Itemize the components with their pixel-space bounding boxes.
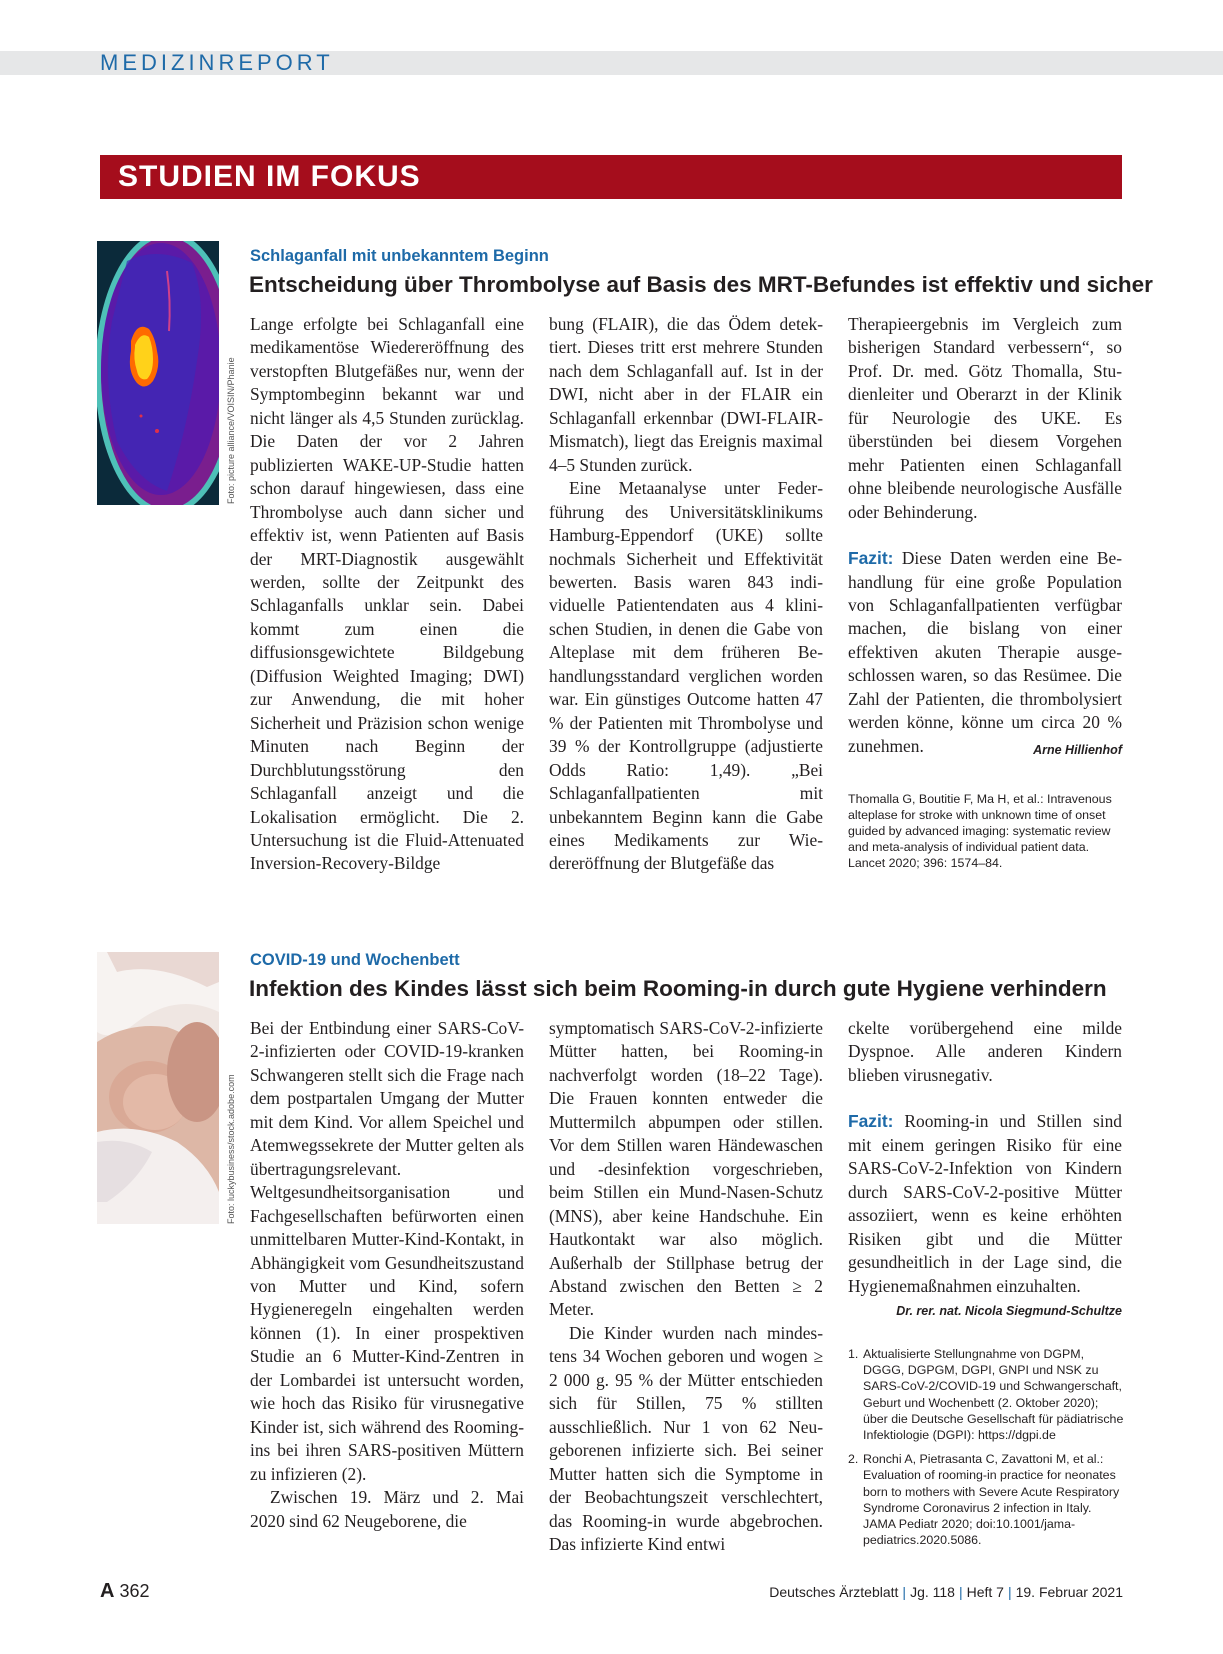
reference-item [848,1346,1126,1443]
page-prefix: A [100,1580,115,1602]
paragraph: ckelte vorübergehend eine milde Dyspnoe. Alle anderen Kindern blieben virusnegativ. [848,1018,1122,1085]
divider: | [958,1584,963,1600]
divider: | [902,1584,907,1600]
page-number [100,1580,150,1602]
divider: | [1007,1584,1012,1600]
article-column [549,313,823,876]
section-label: MEDIZINREPORT [100,50,334,75]
paragraph: Lange erfolgte bei Schlaganfall eine medikamentöse Wiedereröffnung des verstopften Blutgefäßes nur, wenn der Symptombeginn bekannt war und nicht länger als 4,5 Stunden zurücklag. Die Daten der vor 2 Jahren publizierten WAKE-UP-Studie hatten schon darauf hingewiesen, dass eine Thrombolyse auch dann sicher und effektiv ist, wenn Patienten auf Basis der MRT-Diagnostik ausgewählt werden, sollte der Zeitpunkt des Schlaganfalls unklar sein. Dabei kommt zum einen die diffusionsgewichtete Bildgebung (Diffusion Weighted Imaging; DWI) zur Anwendung, die mit hoher Sicherheit und Präzision schon wenige Minuten nach Beginn der Durchblutungsstörung den Schlaganfall anzeigt und die Lokalisation ermöglicht. Die 2. Untersuchung ist die Fluid-Attenuated Inversion-Recovery-Bildge [250,314,524,874]
reference-text: Ronchi A, Pietrasanta C, Zavattoni M, et al.: Evaluation of rooming-in practice for neonates born to mothers with Severe Acute Respiratory Syndrome Coronavirus 2 infection in Italy. JAMA Pediatr 2020; doi:10.1001/jamapediatrics.2020.5086. [863,1452,1120,1548]
journal-volume: Jg. 118 [910,1584,955,1600]
mri-brain-image [97,241,219,505]
reference: Thomalla G, Boutitie F, Ma H, et al.: Intravenous alteplase for stroke with unknown time of onset guided by advanced imaging: systematic review and meta-analysis of individual patient data. Lancet 2020; 396: 1574–84. [848,792,1112,870]
photo-credit: Foto: picture alliance/VOISIN/Phanie [226,357,236,504]
article-headline: Infektion des Kindes lässt sich beim Rooming-in durch gute Hygiene verhindern [249,976,1107,1001]
photo-credit: Foto: luckybusiness/stock.adobe.com [226,1074,236,1224]
article-column [250,1017,524,1533]
journal-issue: Heft 7 [966,1584,1004,1600]
paragraph: Die Kinder wurden nach mindestens 34 Wochen geboren und wogen ≥ 2 000 g. 95 % der Mütter entschieden sich für Stillen, 75 % stillten ausschließlich. Nur 1 von 62 Neugeborenen infizierte sich. Bei seiner Mutter hatten sich die Symptome in der Beobachtungszeit verschlechtert, das Rooming-in wurde abgebrochen. Das infizierte Kind entwi [549,1322,823,1554]
paragraph: Therapieergebnis im Vergleich zum bisherigen Standard verbessern“, so Prof. Dr. med. Götz Thomalla, Studienleiter und Oberarzt in der Klinik für Neurologie des UKE. Es überstünden bei diesem Vorgehen mehr Patienten einen Schlaganfall ohne bleibende neurologische Ausfälle oder Behinderung. [848,314,1122,522]
fazit-label: Fazit: [848,1111,894,1132]
journal-info [769,1583,1123,1601]
article-kicker: Schlaganfall mit unbekanntem Beginn [250,247,549,265]
article-kicker: COVID-19 und Wochenbett [250,951,460,969]
journal-date: 19. Februar 2021 [1015,1584,1123,1600]
article-column [848,313,1122,762]
fazit-paragraph [848,547,1122,758]
breastfeeding-photo [97,952,219,1224]
page-number-value: 362 [119,1581,150,1601]
fazit-paragraph [848,1110,1122,1298]
paragraph: Zwischen 19. März und 2. Mai 2020 sind 62 Neugeborene, die [250,1487,524,1531]
paragraph: Eine Metaanalyse unter Federführung des Universitätsklinikums Hamburg-Eppendorf (UKE) sollte nochmals Sicherheit und Effektivität bewerten. Basis waren 843 individuelle Patientendaten aus 4 klinischen Studien, in denen die Gabe von Alteplase mit dem früheren Behandlungsstandard verglichen worden war. Ein günstiges Outcome hatten 47 % der Patienten mit Thrombolyse und 39 % der Kontrollgruppe (adjustierte Odds Ratio: 1,49). „Bei Schlaganfallpatienten mit unbekanntem Beginn kann die Gabe eines Medikaments zur Wiedereröffnung der Blutgefäße das [549,478,823,874]
author: Dr. rer. nat. Nicola Siegmund-Schultze [896,1303,1122,1318]
article-headline: Entscheidung über Thrombolyse auf Basis des MRT-Befundes ist effektiv und sicher [249,272,1153,297]
author: Arne Hillienhof [1033,742,1122,757]
journal-name: Deutsches Ärzteblatt [769,1584,899,1600]
reference-number: 2. [848,1452,859,1467]
article-column [848,1017,1122,1323]
fazit-text: Rooming-in und Stillen sind mit einem geringen Risiko für eine SARS-CoV-2-Infektion von Kindern durch SARS-CoV-2-positive Mütter assoziiert, wenn es keine erhöhten Risiken gibt und die Mütter gesundheitlich in der Lage sind, die Hygienemaßnahmen einzuhalten. [848,1111,1122,1296]
fazit-label: Fazit: [848,548,894,569]
paragraph: Bei der Entbindung einer SARS-CoV-2-infizierten oder COVID-19-kranken Schwangeren stellt sich die Frage nach dem postpartalen Umgang der Mutter mit dem Kind. Vor allem Speichel und Atemwegssekrete der Mutter gelten als übertragungsrelevant. Weltgesundheitsorganisation und Fachgesellschaften befürworten einen unmittelbaren Mutter-Kind-Kontakt, in Abhängigkeit vom Gesundheitszustand von Mutter und Kind, sofern Hygieneregeln eingehalten werden können (1). In einer prospektiven Studie an 6 Mutter-Kind-Zentren in der Lombardei ist untersucht worden, wie hoch das Risiko für virusnegative Kinder ist, sich während des Rooming-ins bei ihren SARS-positiven Müttern zu infizieren (2). [250,1018,524,1484]
reference-list [848,1346,1126,1556]
paragraph: symptomatisch SARS-CoV-2-infizierte Mütter hatten, bei Rooming-in nachverfolgt worden (18–22 Tage). Die Frauen konnten entweder die Muttermilch abpumpen oder stillen. Vor dem Stillen waren Händewaschen und -desinfektion vorgeschrieben, beim Stillen ein Mund-Nasen-Schutz (MNS), aber keine Handschuhe. Ein Hautkontakt war also möglich. Außerhalb der Stillphase betrug der Abstand zwischen den Betten ≥ 2 Meter. [549,1018,823,1320]
section-banner [100,155,1122,199]
fazit-text: Diese Daten werden eine Behandlung für eine große Population von Schlaganfallpatienten verfügbar machen, die bislang von einer effektiven akuten Therapie ausgeschlossen waren, so das Resümee. Die Zahl der Patienten, die thrombolysiert werden könne, könne um circa 20 % zunehmen. [848,548,1122,756]
reference-number: 1. [848,1347,859,1361]
reference-text: Aktualisierte Stellungnahme von DGPM, DGGG, DGPGM, DGPI, GNPI und NSK zu SARS-CoV-2/COVID-19 und Schwangerschaft, Geburt und Wochenbett (2. Oktober 2020); über die Deutsche Gesellschaft für pädiatrische Infektiologie (DGPI): https://dgpi.de [863,1347,1124,1443]
section-banner-title: STUDIEN IM FOKUS [118,160,421,193]
reference-item [848,1451,1126,1548]
article-column [549,1017,823,1556]
paragraph: bung (FLAIR), die das Ödem detektiert. Dieses tritt erst mehrere Stunden nach dem Schlaganfall auf. Ist in der DWI, nicht aber in der FLAIR ein Schlaganfall erkennbar (DWI-FLAIR-Mismatch), liegt das Ereignis maximal 4–5 Stunden zurück. [549,314,823,475]
article-column [250,313,524,876]
